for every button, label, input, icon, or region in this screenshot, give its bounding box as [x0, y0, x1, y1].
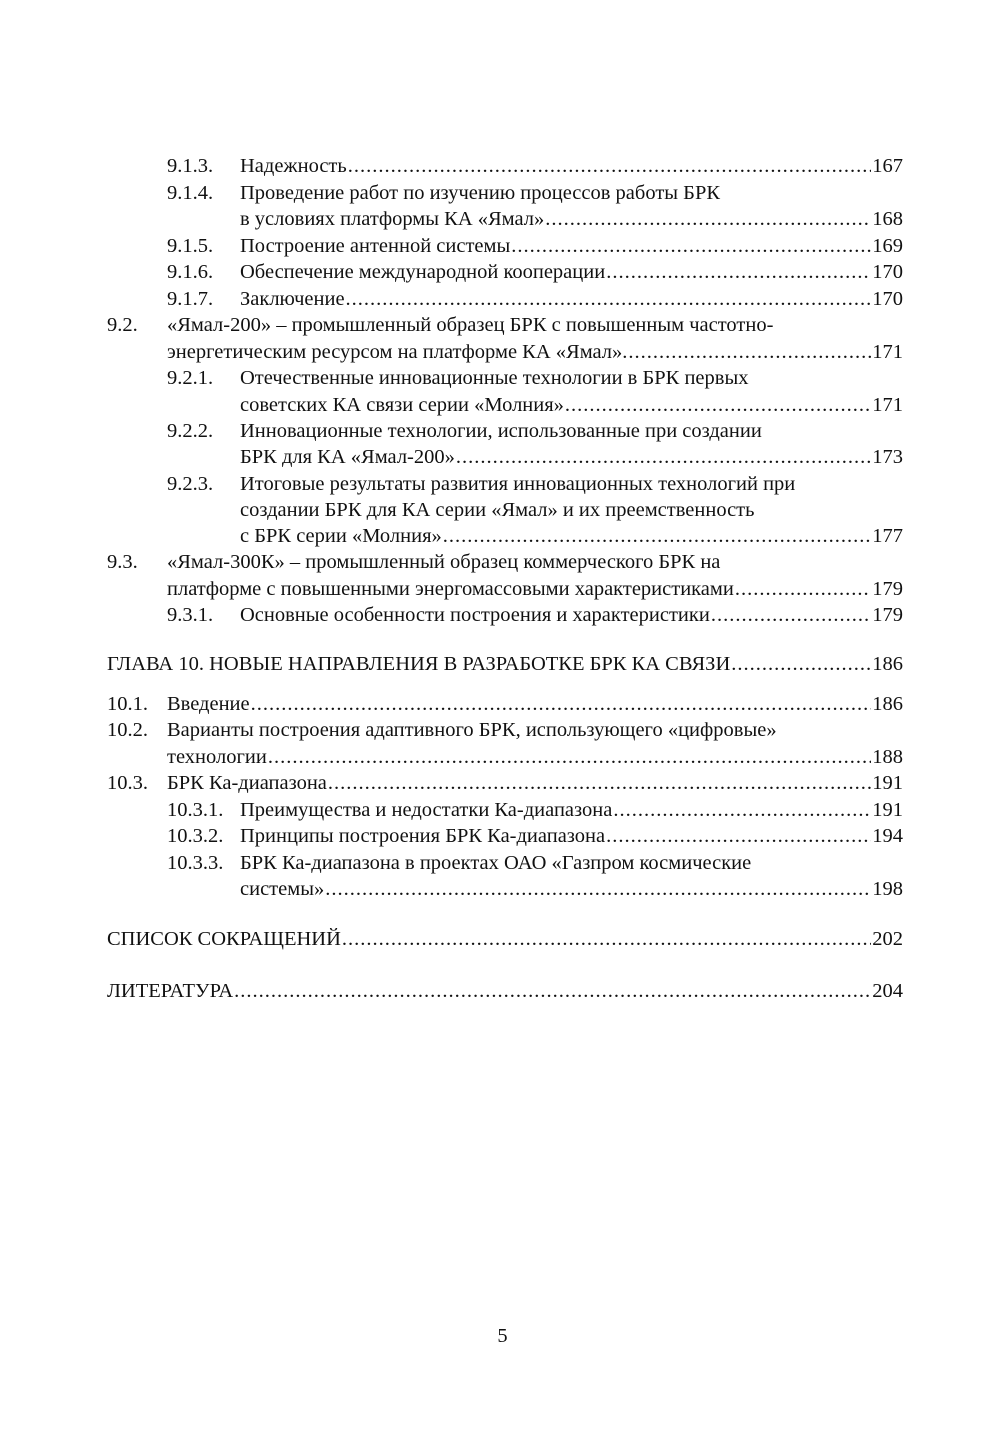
- dot-leader: [628, 339, 871, 365]
- entry-number: 9.1.5.: [167, 235, 214, 257]
- entry-number: 9.2.1.: [167, 367, 214, 389]
- dot-leader: [346, 286, 872, 312]
- dot-leader: [268, 744, 871, 770]
- entry-number: 9.2.2.: [167, 420, 214, 442]
- entry-leader-line: [167, 339, 903, 365]
- entry-number: 10.1.: [107, 693, 148, 715]
- entry-number: 10.3.1.: [167, 799, 224, 821]
- entry-page: 186: [872, 693, 903, 715]
- entry-number: 9.1.4.: [167, 182, 214, 204]
- entry-title: Обеспечение международной кооперации: [240, 261, 606, 283]
- entry-page: 179: [872, 604, 903, 626]
- entry-number: 9.3.: [107, 551, 138, 573]
- entry-title-line: БРК Ка-диапазона в проектах ОАО «Газпром космические: [240, 852, 752, 874]
- entry-leader-line: [240, 797, 903, 823]
- entry-number: 10.3.2.: [167, 825, 224, 847]
- entry-title: БРК для КА «Ямал-200»: [240, 446, 455, 468]
- dot-leader: [606, 823, 871, 849]
- chapter-title: ЛИТЕРАТУРА: [107, 980, 234, 1002]
- chapter-title: СПИСОК СОКРАЩЕНИЙ: [107, 928, 341, 950]
- entry-page: 191: [872, 772, 903, 794]
- entry-title: в условиях платформы КА «Ямал»: [240, 208, 545, 230]
- entry-title: с БРК серии «Молния»: [240, 525, 442, 547]
- dot-leader: [613, 797, 871, 823]
- dot-leader: [234, 978, 871, 1004]
- entry-title: Принципы построения БРК Ка-диапазона: [240, 825, 606, 847]
- entry-number: 9.1.7.: [167, 288, 214, 310]
- dot-leader: [711, 602, 871, 628]
- dot-leader: [348, 153, 872, 179]
- entry-page: 202: [872, 928, 903, 950]
- entry-title: БРК Ка-диапазона: [167, 772, 327, 794]
- entry-title: технологии: [167, 746, 267, 768]
- entry-page: 186: [872, 653, 903, 675]
- entry-title-line: «Ямал-200» – промышленный образец БРК с повышенным частотно-: [167, 314, 774, 336]
- entry-page: 179: [872, 578, 903, 600]
- entry-page: 194: [872, 825, 903, 847]
- entry-page: 167: [872, 155, 903, 177]
- entry-page: 177: [872, 525, 903, 547]
- entry-leader-line: [167, 770, 903, 796]
- entry-page: 188: [872, 746, 903, 768]
- entry-title: Преимущества и недостатки Ка-диапазона: [240, 799, 613, 821]
- entry-title: Введение: [167, 693, 250, 715]
- entry-title-line: Отечественные инновационные технологии в БРК первых: [240, 367, 749, 389]
- dot-leader: [456, 444, 871, 470]
- dot-leader: [606, 259, 871, 285]
- entry-page: 171: [872, 394, 903, 416]
- entry-leader-line: [240, 602, 903, 628]
- entry-leader-line: [167, 576, 903, 602]
- dot-leader: [342, 926, 871, 952]
- dot-leader: [735, 576, 871, 602]
- entry-number: 10.2.: [107, 719, 148, 741]
- entry-page: 170: [872, 261, 903, 283]
- entry-title: Построение антенной системы: [240, 235, 511, 257]
- dot-leader: [328, 770, 871, 796]
- dot-leader: [325, 876, 871, 902]
- entry-title-line: Итоговые результаты развития инновационных технологий при: [240, 473, 796, 495]
- entry-leader-line: [240, 523, 903, 549]
- entry-leader-line: [240, 153, 903, 179]
- entry-title-line: Проведение работ по изучению процессов работы БРК: [240, 182, 721, 204]
- dot-leader: [731, 651, 871, 677]
- chapter-leader-line: [107, 651, 903, 677]
- entry-leader-line: [240, 823, 903, 849]
- entry-title: платформе с повышенными энергомассовыми характеристиками: [167, 578, 734, 600]
- chapter-leader-line: [107, 926, 903, 952]
- entry-page: 173: [872, 446, 903, 468]
- chapter-title: ГЛАВА 10. НОВЫЕ НАПРАВЛЕНИЯ В РАЗРАБОТКЕ БРК КА СВЯЗИ: [107, 653, 731, 675]
- entry-number: 9.2.: [107, 314, 138, 336]
- dot-leader: [565, 392, 871, 418]
- dot-leader: [251, 691, 872, 717]
- entry-number: 9.2.3.: [167, 473, 214, 495]
- entry-page: 204: [872, 980, 903, 1002]
- entry-page: 191: [872, 799, 903, 821]
- entry-page: 168: [872, 208, 903, 230]
- entry-leader-line: [240, 392, 903, 418]
- entry-number: 9.3.1.: [167, 604, 214, 626]
- entry-page: 170: [872, 288, 903, 310]
- entry-title-line: создании БРК для КА серии «Ямал» и их преемственность: [240, 499, 755, 521]
- entry-leader-line: [167, 691, 903, 717]
- entry-leader-line: [240, 259, 903, 285]
- entry-leader-line: [240, 286, 903, 312]
- page-number: 5: [497, 1325, 508, 1347]
- dot-leader: [511, 233, 871, 259]
- entry-page: 171: [872, 341, 903, 363]
- entry-leader-line: [240, 233, 903, 259]
- entry-leader-line: [240, 876, 903, 902]
- entry-page: 169: [872, 235, 903, 257]
- dot-leader: [443, 523, 871, 549]
- entry-title: советских КА связи серии «Молния»: [240, 394, 564, 416]
- dot-leader: [545, 206, 871, 232]
- entry-leader-line: [240, 206, 903, 232]
- entry-number: 9.1.6.: [167, 261, 214, 283]
- entry-number: 10.3.: [107, 772, 148, 794]
- entry-title: Основные особенности построения и характеристики: [240, 604, 710, 626]
- entry-number: 9.1.3.: [167, 155, 214, 177]
- entry-title: системы»: [240, 878, 325, 900]
- entry-title-line: «Ямал-300К» – промышленный образец коммерческого БРК на: [167, 551, 721, 573]
- entry-title-line: Варианты построения адаптивного БРК, использующего «цифровые»: [167, 719, 777, 741]
- entry-title: Заключение: [240, 288, 345, 310]
- chapter-leader-line: [107, 978, 903, 1004]
- entry-number: 10.3.3.: [167, 852, 224, 874]
- entry-title-line: Инновационные технологии, использованные при создании: [240, 420, 762, 442]
- entry-title: Надежность: [240, 155, 347, 177]
- entry-title: энергетическим ресурсом на платформе КА «Ямал».: [167, 341, 628, 363]
- entry-leader-line: [240, 444, 903, 470]
- entry-leader-line: [167, 744, 903, 770]
- entry-page: 198: [872, 878, 903, 900]
